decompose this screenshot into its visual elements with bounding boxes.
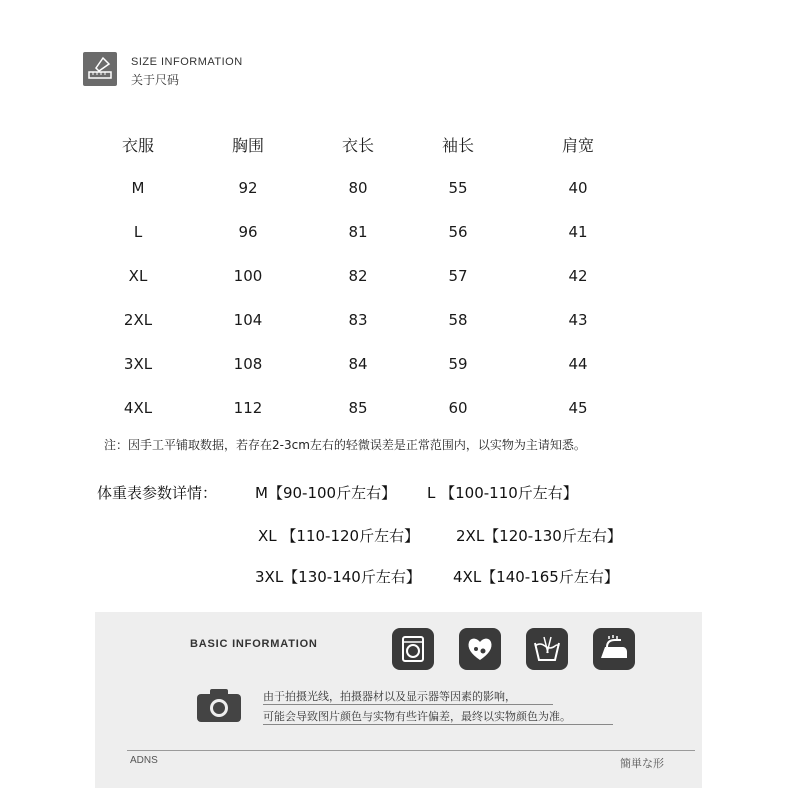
table-cell: 4XL [123, 399, 153, 417]
hand-wash-icon [459, 628, 501, 670]
table-cell: 100 [233, 267, 263, 285]
table-row [88, 298, 648, 342]
camera-icon [195, 686, 243, 724]
table-cell: 82 [348, 267, 368, 285]
table-cell: 45 [568, 399, 588, 417]
weight-item: L 【100-110斤左右】 [427, 484, 578, 502]
iron-icon [593, 628, 635, 670]
table-cell: 43 [568, 311, 588, 329]
size-info-header [83, 52, 283, 88]
weight-item: 2XL【120-130斤左右】 [456, 527, 622, 545]
basic-info-title: BASIC INFORMATION [190, 638, 318, 650]
table-cell: L [133, 223, 143, 241]
weight-item: 4XL【140-165斤左右】 [453, 568, 619, 586]
table-row [88, 386, 648, 430]
table-cell: 85 [348, 399, 368, 417]
divider [263, 704, 553, 705]
table-cell: 104 [233, 311, 263, 329]
table-row [88, 342, 648, 386]
table-cell: 41 [568, 223, 588, 241]
disclaimer-line-2: 可能会导致图片颜色与实物有些许偏差，最终以实物颜色为准。 [263, 710, 571, 723]
table-cell: 83 [348, 311, 368, 329]
table-cell: 92 [238, 179, 258, 197]
column-header: 胸围 [231, 135, 264, 155]
table-cell: 80 [348, 179, 368, 197]
table-row [88, 166, 648, 210]
divider [263, 724, 613, 725]
wash-basin-icon [526, 628, 568, 670]
table-cell: 108 [233, 355, 263, 373]
header-title-en: SIZE INFORMATION [131, 56, 243, 68]
basic-info-panel [95, 612, 702, 788]
table-cell: M [131, 179, 145, 197]
table-cell: 58 [448, 311, 468, 329]
table-cell: 44 [568, 355, 588, 373]
header-title-zh: 关于尺码 [131, 73, 180, 87]
table-row [88, 254, 648, 298]
table-cell: 56 [448, 223, 468, 241]
table-cell: 2XL [123, 311, 153, 329]
footer-brand: ADNS [130, 755, 158, 766]
table-cell: 57 [448, 267, 468, 285]
disclaimer-line-1: 由于拍摄光线，拍摄器材以及显示器等因素的影响， [263, 690, 516, 703]
table-cell: 84 [348, 355, 368, 373]
footer-tagline: 簡単な形 [620, 757, 664, 770]
table-row [88, 210, 648, 254]
column-header: 肩宽 [561, 135, 594, 155]
column-header: 袖长 [441, 135, 474, 155]
table-header-row [88, 122, 648, 166]
ruler-pencil-icon [83, 52, 117, 86]
table-cell: 112 [233, 399, 263, 417]
column-header: 衣服 [121, 135, 154, 155]
weight-item: 3XL【130-140斤左右】 [255, 568, 421, 586]
column-header: 衣长 [341, 135, 374, 155]
table-cell: 60 [448, 399, 468, 417]
washing-machine-icon [392, 628, 434, 670]
table-cell: 59 [448, 355, 468, 373]
size-table [88, 122, 648, 430]
table-cell: 96 [238, 223, 258, 241]
weight-item: XL 【110-120斤左右】 [258, 527, 420, 545]
measurement-note: 注：因手工平铺取数据，若存在2-3cm左右的轻微误差是正常范围内，以实物为主请知悉。 [104, 438, 586, 452]
table-cell: 42 [568, 267, 588, 285]
table-cell: 81 [348, 223, 368, 241]
table-cell: 3XL [123, 355, 153, 373]
table-cell: XL [128, 267, 148, 285]
table-cell: 55 [448, 179, 468, 197]
footer-divider [127, 750, 695, 751]
table-cell: 40 [568, 179, 588, 197]
weight-table-title: 体重表参数详情： [97, 484, 218, 502]
weight-item: M【90-100斤左右】 [255, 484, 397, 502]
